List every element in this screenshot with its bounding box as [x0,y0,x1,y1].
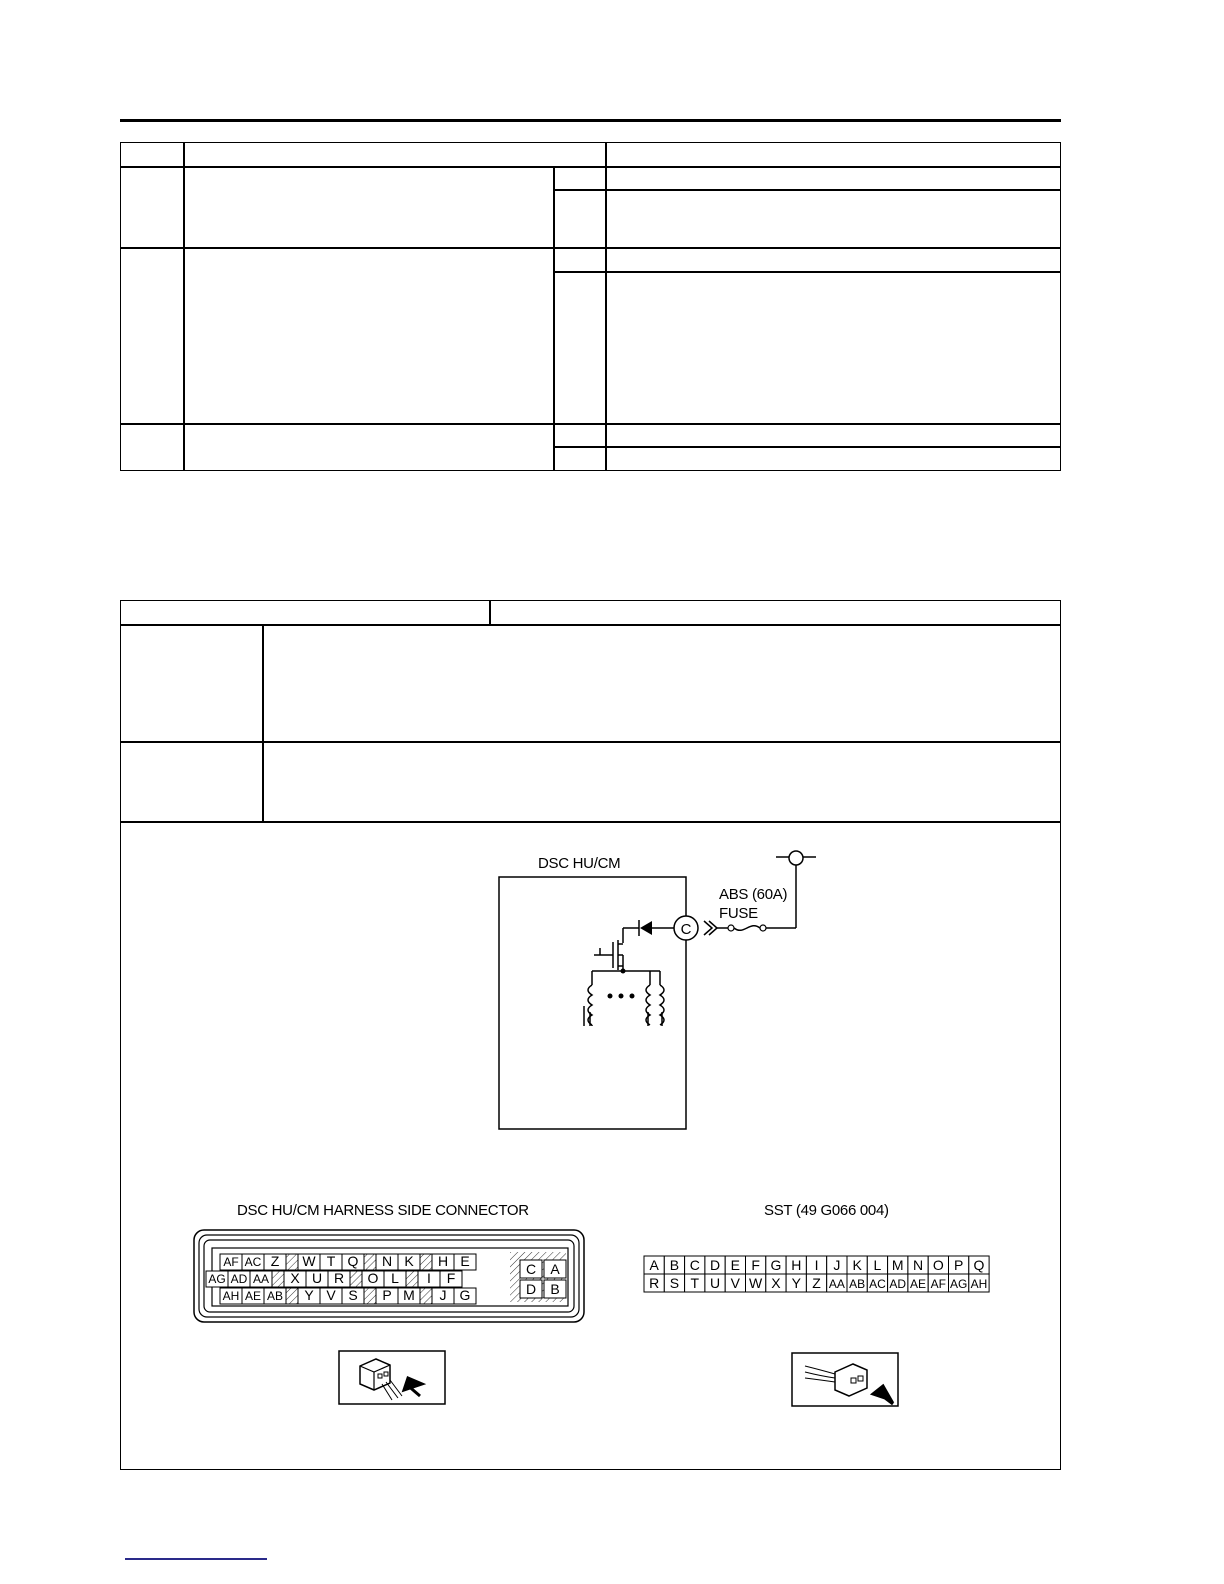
sst-pin: O [932,1257,944,1273]
page-top-rule [120,119,1061,122]
harness-pin: D [525,1281,537,1297]
row-sub-divider [553,446,1061,448]
col-header-divider [605,142,607,167]
sst-pin: AC [869,1277,886,1291]
harness-pin: AC [244,1255,262,1269]
sst-pin: AE [910,1277,927,1291]
blank-cavity [350,1271,362,1287]
col-action-divider [605,166,607,471]
blank-cavity [286,1288,298,1304]
harness-pin: J [439,1287,447,1303]
sst-pin: J [833,1257,841,1273]
sst-pin: A [649,1257,659,1273]
blank-cavity [420,1254,432,1270]
harness-connector-svg [190,1226,590,1326]
sst-pin: Z [812,1275,821,1291]
harness-pin: Y [304,1287,314,1303]
harness-pin: AA [252,1272,270,1286]
blank-cavity [420,1288,432,1304]
sst-view-direction-icon [791,1352,899,1407]
sst-pin: Y [791,1275,801,1291]
harness-pin: G [459,1287,471,1303]
harness-connector-title: DSC HU/CM HARNESS SIDE CONNECTOR [237,1202,529,1219]
connector-icon [704,921,717,935]
row-sub-divider [553,271,1061,273]
sst-pin: D [709,1257,721,1273]
blank-cavity [364,1288,376,1304]
table-header-divider [120,166,1061,168]
blank-cavity [286,1254,298,1270]
harness-pin: AB [266,1289,284,1303]
harness-pin: AD [230,1272,248,1286]
harness-pin: F [446,1270,456,1286]
harness-pin: Q [347,1253,359,1269]
harness-pin: K [404,1253,414,1269]
harness-pin: X [290,1270,300,1286]
harness-pin: Z [270,1253,280,1269]
blank-cavity [364,1254,376,1270]
row-divider [120,821,1061,823]
fuse-label-2: FUSE [719,905,758,922]
harness-pin: A [550,1261,560,1277]
battery-positive-icon [789,851,803,865]
row-divider [120,741,1061,743]
footer-link-underline [125,1558,267,1560]
sst-pin: H [791,1257,802,1273]
sst-pin: AF [930,1277,947,1291]
sst-pin: L [873,1257,882,1273]
sst-pin: W [749,1275,763,1291]
harness-pin: S [348,1287,358,1303]
harness-pin: R [333,1270,345,1286]
col-label-divider [262,624,264,822]
harness-pin: C [525,1261,537,1277]
wiring-schematic-svg [480,840,840,1140]
harness-pin: AF [223,1255,239,1269]
fuse-terminal [760,925,766,931]
harness-pin: W [302,1253,316,1269]
diode-icon [640,921,652,935]
harness-pin: O [367,1270,379,1286]
harness-pin: AH [222,1289,240,1303]
sst-pin: X [771,1275,781,1291]
harness-pin: L [391,1270,399,1286]
harness-pin: T [326,1253,336,1269]
terminal-c-label: C [680,921,692,938]
sst-pin: F [751,1257,760,1273]
sst-pin: S [669,1275,680,1291]
sst-pin-grid [644,1256,989,1292]
col-result-divider [553,166,555,471]
sst-pin: R [649,1275,660,1291]
sst-pin: AG [949,1277,968,1291]
row-sub-divider [553,189,1061,191]
sst-pin: AH [970,1277,988,1291]
fuse-label: ABS (60A) [719,886,788,903]
col-step-divider [183,142,185,471]
sst-pin: Q [973,1257,985,1273]
sst-pin: C [689,1257,700,1273]
blank-cavity [272,1271,284,1287]
harness-pin: V [326,1287,336,1303]
harness-pin: AG [208,1272,226,1286]
sst-pin: AA [828,1277,845,1291]
sst-pin: G [770,1257,782,1273]
sst-pin: AD [889,1277,907,1291]
row-divider [120,423,1061,425]
sst-pin: T [690,1275,700,1291]
blank-cavity [406,1271,418,1287]
module-box [499,877,686,1129]
module-label: DSC HU/CM [538,855,621,872]
sst-connector-svg [640,1252,1000,1300]
harness-pin: H [437,1253,449,1269]
col-header-divider [489,600,491,625]
fuse-terminal [728,925,734,931]
sst-title: SST (49 G066 004) [764,1202,889,1219]
sst-pin: P [953,1257,964,1273]
harness-pin: B [550,1281,560,1297]
harness-view-direction-icon [338,1350,446,1405]
harness-pin: E [460,1253,470,1269]
harness-pin: U [311,1270,323,1286]
table-frame [120,142,1061,471]
harness-pin: M [403,1287,415,1303]
row-divider [120,247,1061,249]
sst-pin: K [852,1257,862,1273]
harness-pin: N [381,1253,393,1269]
harness-pin: AE [244,1289,262,1303]
harness-pin: P [382,1287,392,1303]
sst-pin: V [730,1275,741,1291]
harness-pin: I [427,1270,431,1286]
sst-pin: B [669,1257,680,1273]
fuse-icon [734,926,760,931]
sst-pin: M [891,1257,904,1273]
sst-pin: I [814,1257,819,1273]
sst-pin: N [912,1257,924,1273]
sst-pin: E [730,1257,741,1273]
connector-block-icon [360,1359,390,1390]
sst-pin: U [709,1275,721,1291]
sst-pin: AB [849,1277,866,1291]
